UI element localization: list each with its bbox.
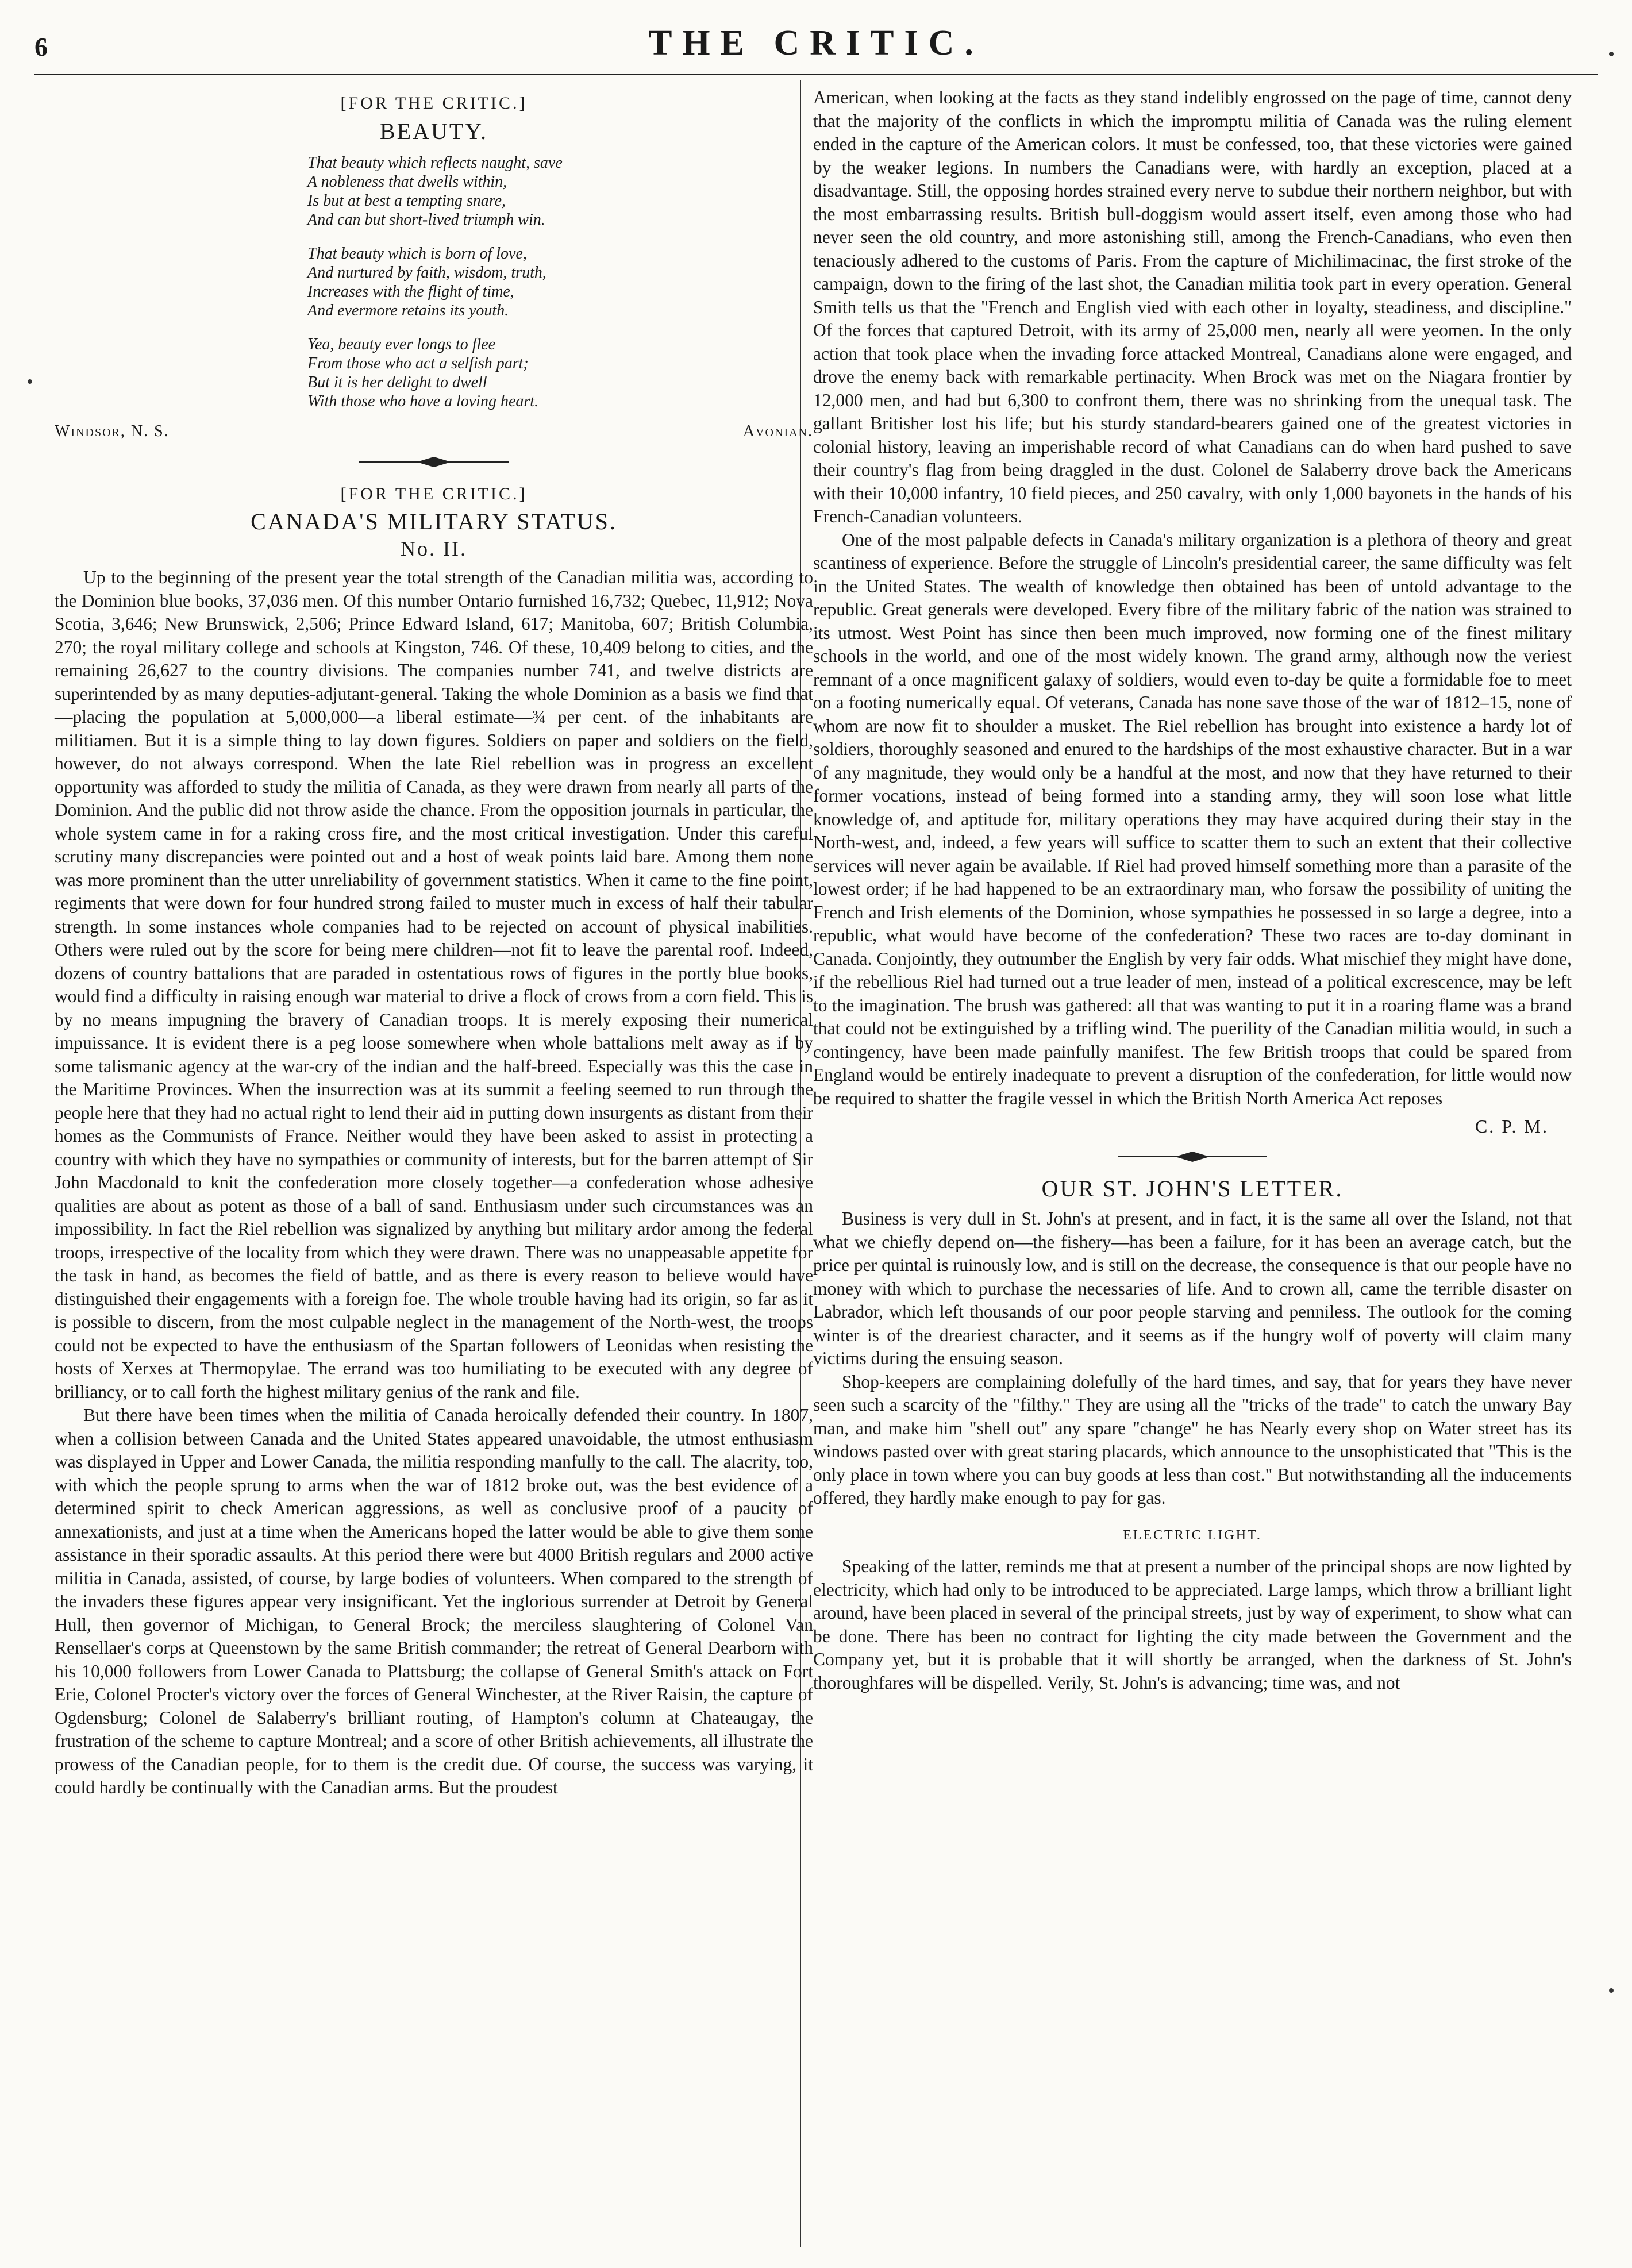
letter-subheading: ELECTRIC LIGHT. <box>1123 1527 1262 1543</box>
poem-line: Yea, beauty ever longs to flee <box>307 336 496 353</box>
article-paragraph: But there have been times when the militia of Canada heroically defended their country. In 1807, when a collision between Canada and the United States appeared unavoidable, the utmost enthusiasm was displayed in Upper and Lower Canada, the militia responding manfully to the call. The alacrity, too, with which the people sprung to arms when the war of 1812 broke out, was the best evidence of a determined spirit to check American aggressions, as well as conclusive proof of a paucity of annexationists, and just at a time when the Americans hoped the latter would be able to give them some assistance in their sporadic assaults. At this period there were but 4000 British regulars and 2000 active militia in Canada, assisted, of course, by large bodies of volunteers. When compared to the strength of the invaders these figures appear very insignificant. Yet the inglorious surrender at Detroit by General Hull, then governor of Michigan, to General Brock; the merciless slaughtering of Colonel Van Rensellaer's corps at Queenstown by the same British commander; the retreat of General Dearborn with his 10,000 followers from Lower Canada to Plattsburg; the collapse of General Smith's attack on Fort Erie, Colonel Procter's victory over the forces of General Winchester, at the River Raisin, the capture of Ogdensburg; Colonel de Salaberry's brilliant routing, of Hampton's column at Chateaugay, the frustration of the scheme to capture Montreal; and a score of other British achievements, all illustrate the prowess of the Canadian people, for to them is the credit due. Of course, the success was varying, it could hardly be continually with the Canadian arms. But the proudest <box>55 1405 813 1797</box>
poem-title: BEAUTY. <box>379 118 488 144</box>
poem-line: And nurtured by faith, wisdom, truth, <box>307 264 546 282</box>
poem-source: [FOR THE CRITIC.] <box>340 94 528 113</box>
right-column <box>813 86 1572 1695</box>
article-paragraph: One of the most palpable defects in Canada's military organization is a plethora of theory and great scantiness of experience. Before the struggle of Lincoln's presidential career, the same difficulty was felt in the United States. The wealth of knowledge then obtained has been of untold advantage to the republic. Great generals were developed. Every fibre of the military fabric of the nation was strained to its utmost. West Point has since then been much improved, now forming one of the finest military schools in the world, and one of the most widely known. The grand army, although now the veriest remnant of a once magnificent galaxy of soldiers, would even to-day be quite a formidable foe to meet on a footing numerically equal. Of veterans, Canada has none save those of the war of 1812–15, none of whom are now fit to shoulder a musket. The Riel rebellion has brought into existence a hardy lot of soldiers, thoroughly seasoned and enured to the hardships of the most exhaustive character. But in a war of any magnitude, they would only be a handful at the most, and now that they have returned to their former vocations, instead of being formed into a standing army, they will soon lose what little knowledge of, and aptitude for, military operations they may have acquired during their stay in the North-west, and, indeed, a few years will suffice to scatter them to such an extent that their collective services will never again be available. If Riel had proved himself something more than a parasite of the lowest order; if he had happened to be an extraordinary man, who forsaw the possibility of uniting the French and Irish elements of the Dominion, whose sympathies he possessed in so large a degree, into a republic, what would have become of the confederation? These two races are to-day dominant in Canada. Conjointly, they outnumber the English by very fair odds. What mischief they might have done, if the rebellious Riel had turned out a true leader of men, instead of a political excrescence, may be left to the imagination. The brush was gathered: all that was wanting to put it in a roaring flame was a brand that could not be extinguished by a trifling wind. The puerility of the Canadian militia would, in such a contingency, have been made painfully manifest. The few British troops that could be spared from England would be entirely inadequate to prevent a disruption of the confederation, for little would now be required to shatter the fragile vessel in which the British North America Act reposes <box>813 529 1572 1108</box>
poem-stanza <box>307 335 813 411</box>
poem-line: Increases with the flight of time, <box>307 283 514 301</box>
page-number: 6 <box>34 32 48 61</box>
poem-line: From those who act a selfish part; <box>307 355 529 372</box>
article-number: No. II. <box>401 537 467 560</box>
poem <box>307 153 813 411</box>
letter-title: OUR ST. JOHN'S LETTER. <box>1041 1175 1344 1202</box>
margin-speck <box>28 379 32 384</box>
article-paragraph: Up to the beginning of the present year the total strength of the Canadian militia was, according to the Dominion blue books, 37,036 men. Of this number Ontario furnished 16,732; Quebec, 11,912; Nova Scotia, 3,646; New Brunswick, 2,506; Prince Edward Island, 617; Manitoba, 607; British Columbia, 270; the royal military college and schools at Kingston, 746. Of these, 10,409 belong to cities, and the remaining 26,627 to the country divisions. The companies number 741, and twelve districts are superintended by as many deputies-adjutant-general. Taking the whole Dominion as a basis we find that—placing the population at 5,000,000—a liberal estimate—¾ per cent. of the inhabitants are militiamen. But it is a simple thing to lay down figures. Soldiers on paper and soldiers on the field, however, do not always correspond. When the late Riel rebellion was in progress an excellent opportunity was afforded to study the militia of Canada, as they were drawn from nearly all parts of the Dominion. And the public did not throw aside the chance. From the opposition journals in particular, the whole system came in for a raking cross fire, and the most critical investigation. Under this careful scrutiny many discrepancies were pointed out and a host of weak points laid bare. Among them none was more prominent than the utter unreliability of government statistics. When it came to the fine point, regiments that were down for four hundred strong failed to muster much in excess of half their tabular strength. In some instances whole companies had to be rejected on account of physical inabilities. Others were ruled out by the score for being mere children—not fit to leave the parental roof. Indeed, dozens of country battalions that are paraded in ostentatious rows of figures in the portly blue books, would find a difficulty in raising enough war material to drive a flock of crows from a corn field. This is by no means impugning the bravery of Canadian troops. It is merely exposing their numerical impuissance. It is evident there is a peg loose somewhere when whole battalions melt away as if by some talismanic agency at the war-cry of the indian and the half-breed. Especially was this the case in the Maritime Provinces. When the insurrection was at its summit a feeling seemed to run through the people here that they had no actual right to lend their aid in putting down insurgents as distant from their homes as the Communists of France. Neither would they have been asked to assist in protecting a country with which they have no sympathies or community of interests, but for the barren attempt of Sir John Macdonald to knit the confederation more closely together—a confederation whose adhesive qualities are about as potent as those of a ball of sand. Enthusiasm under such circumstances was an impossibility. In fact the Riel rebellion was signalized by anything but military ardor among the federal troops, irrespective of the locality from which they were drawn. There was no unappeasable appetite for the task in hand, as becomes the field of battle, and as there is every reason to believe would have distinguished their engagements with a foreign foe. The whole trouble having had its origin, so far as it is possible to discern, from the most culpable neglect in the management of the North-west, the troops could not be expected to have the enthusiasm of the Spartan followers of Leonidas when resisting the hosts of Xerxes at Thermopylae. The errand was too humiliating to be executed with any degree of brilliancy, or to call forth the highest military genius of the rank and file. <box>55 567 813 1402</box>
ornament-divider <box>55 455 813 472</box>
poem-line: That beauty which is born of love, <box>307 245 527 263</box>
ornament-divider <box>813 1150 1572 1167</box>
poem-author: Avonian. <box>742 422 813 440</box>
masthead-rule <box>34 68 1598 75</box>
article-paragraph: American, when looking at the facts as they stand indelibly engrossed on the page of time, cannot deny that the majority of the conflicts in which the impromptu militia of Canada was the ruling element ended in the capture of the American colors. It must be confessed, too, that these victories were gained by the weaker legions. In numbers the Canadians were, with hardly an exception, placed at a disadvantage. Still, the opposing hordes strained every nerve to subdue their northern neighbor, but with the most embarrassing results. British bull-doggism would assert itself, even among those who had never seen the old country, and more astonishing still, among the French-Canadians, who even then tenaciously adhered to the customs of Paris. From the capture of Michilimacinac, the first stroke of the campaign, down to the firing of the last shot, the Canadian militia took part in every operation. General Smith tells us that the "French and English vied with each other in loyalty, steadiness, and discipline." Of the forces that captured Detroit, with its army of 25,000 men, nearly all were yeomen. In the only action that took place when the invading force attacked Montreal, Canadians alone were engaged, and drove the enemy back with remarkable pertinacity. When Brock was met on the Niagara frontier by 12,000 men, and had but 6,300 to confront them, there was no shrinking from the unequal task. The gallant Britisher lost his life; but his sturdy standard-bearers gained one of the greatest victories in colonial history, leaving an imperishable record of what Canadians can do when hard pushed to save their country's flag from being draggled in the dust. Colonel de Salaberry drove back the Americans with their 10,000 infantry, 10 field pieces, and 250 cavalry, with only 1,000 bayonets in the hands of his French-Canadian volunteers. <box>813 87 1572 526</box>
poem-place: Windsor, N. S. <box>55 422 170 440</box>
letter-paragraph: Shop-keepers are complaining dolefully of the hard times, and say, that for years they have never seen such a scarcity of the "filthy." They are using all the "tricks of the trade" to catch the unwary Bay man, and make him "shell out" any spare "change" he has Nearly every shop on Water street has its windows pasted over with great staring placards, which announce to the unsophisticated that "This is the only place in town where you can buy goods at less than cost." But notwithstanding all the inducements offered, they hardly make enough to pay for gas. <box>813 1371 1572 1508</box>
poem-line: Is but at best a tempting snare, <box>307 192 506 210</box>
left-column <box>55 86 813 1800</box>
poem-stanza <box>307 153 813 229</box>
poem-line: And can but short-lived triumph win. <box>307 211 545 229</box>
letter-paragraph: Business is very dull in St. John's at present, and in fact, it is the same all over the Island, not that what we chiefly depend on—the fishery—has been a failure, for it has been an average catch, but the price per quintal is ruinously low, and is still on the decrease, the consequence is that our people have no money with which to purchase the necessaries of life. And to crown all, came the terrible disaster on Labrador, which left thousands of our poor people starving and penniless. The outlook for the coming winter is of the dreariest character, and it seems as if the hungry wolf of poverty will claim many victims during the ensuing season. <box>813 1208 1572 1368</box>
margin-speck <box>1609 52 1614 56</box>
poem-line: That beauty which reflects naught, save <box>307 154 563 172</box>
article-title: CANADA'S MILITARY STATUS. <box>251 509 617 534</box>
poem-stanza <box>307 244 813 320</box>
letter-paragraph: Speaking of the latter, reminds me that at present a number of the principal shops are now lighted by electricity, which had only to be introduced to be appreciated. Large lamps, which throw a brilliant light around, have been placed in several of the principal streets, just by way of experiment, to show what can be done. There has been no contract for lighting the city made between the Government and the Company yet, but it is probable that it will shortly be arranged, when the darkness of St. John's thoroughfares will be dispelled. Verily, St. John's is advancing; time was, and not <box>813 1556 1572 1693</box>
poem-line: But it is her delight to dwell <box>307 373 487 391</box>
poem-line: A nobleness that dwells within, <box>307 173 507 191</box>
newspaper-title: THE CRITIC. <box>648 24 984 63</box>
poem-footer <box>55 420 813 444</box>
article-source: [FOR THE CRITIC.] <box>340 484 528 503</box>
poem-line: And evermore retains its youth. <box>307 302 509 319</box>
poem-line: With those who have a loving heart. <box>307 392 539 410</box>
article-signature: C. P. M. <box>1475 1116 1549 1137</box>
margin-speck <box>1609 1988 1614 1993</box>
